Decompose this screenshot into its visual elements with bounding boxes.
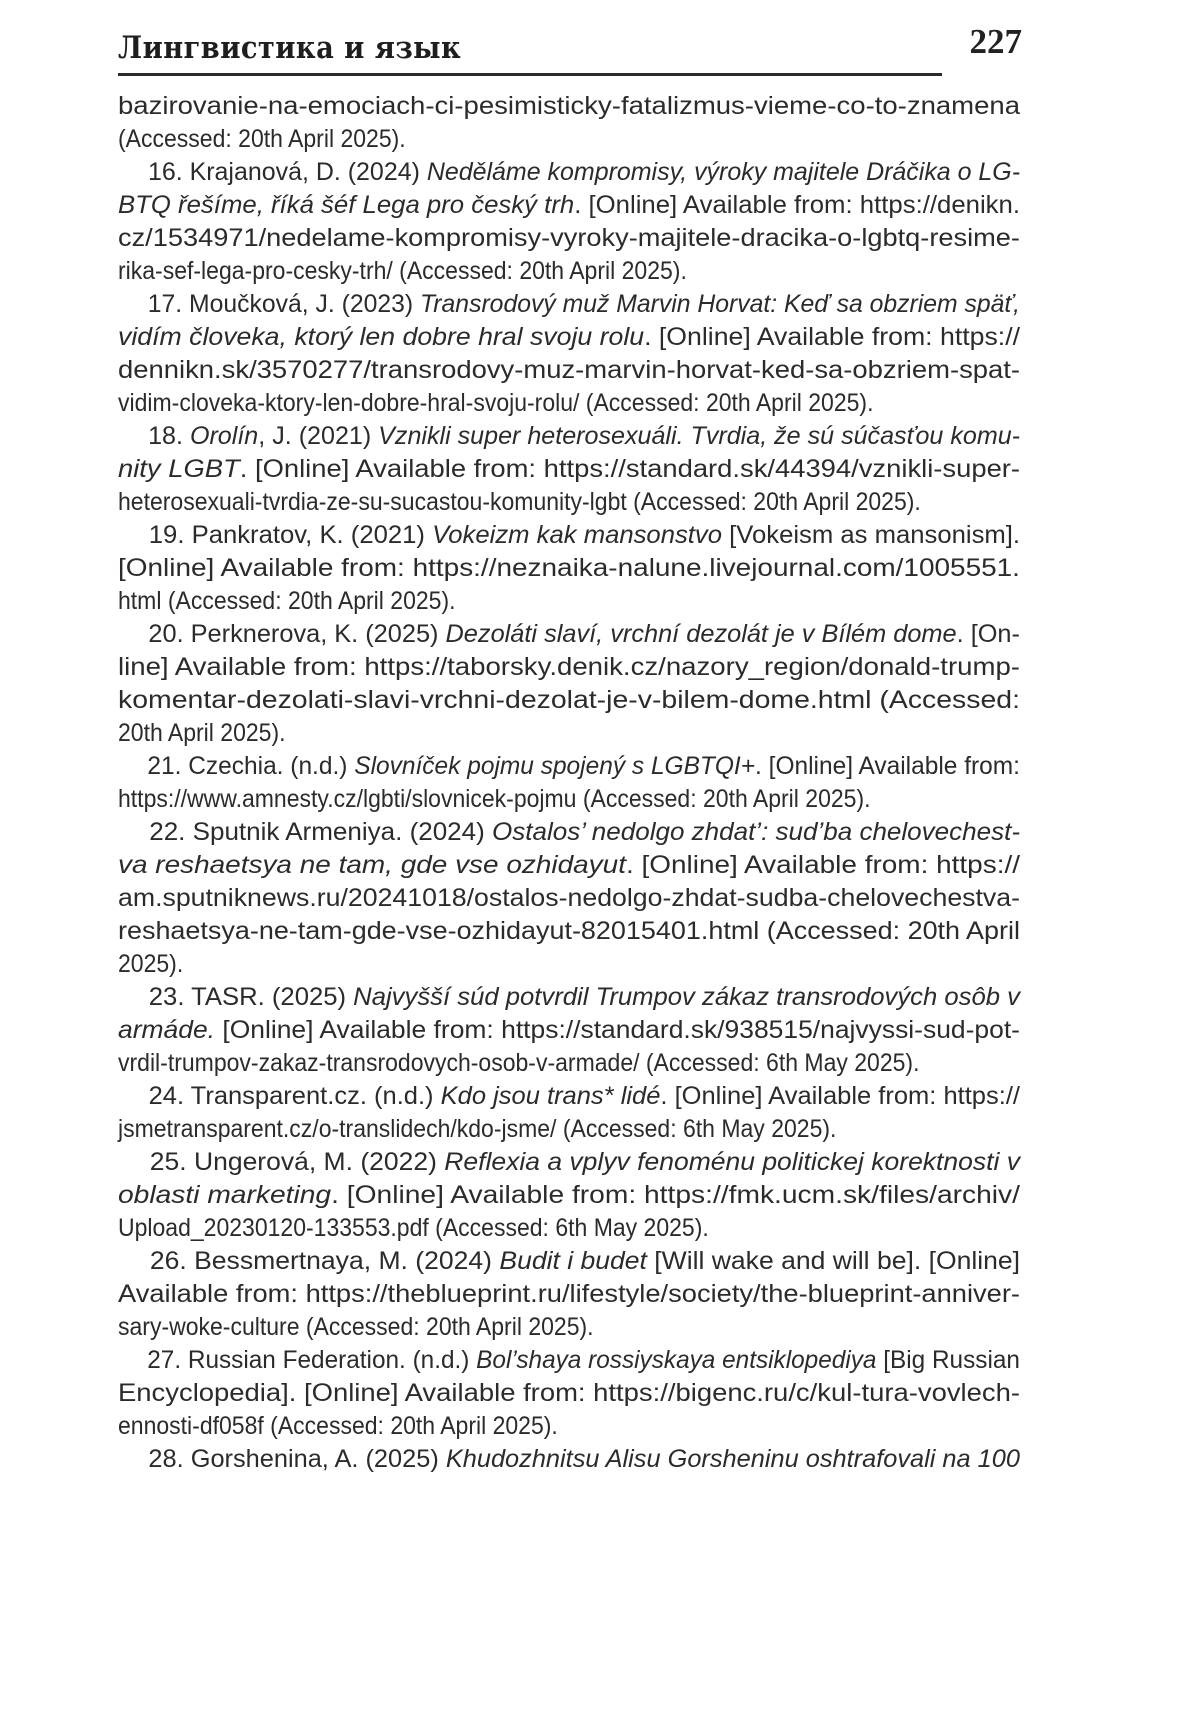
reference-title-text: Neděláme kompromisy, výroky majitele Dráčika o LG-: [426, 158, 1021, 186]
reference-text: 27. Russian Federation. (n.d.): [147, 1346, 477, 1374]
reference-line-text: [118, 189, 1020, 222]
reference-title-text: BTQ řešíme, říká šéf Lega pro český trh: [118, 191, 575, 219]
reference-text: . [Online] Available from: https://fmk.ucm.sk/files/archiv/: [331, 1181, 1021, 1209]
reference-text: rika-sef-lega-pro-cesky-trh/ (Accessed: 20th April 2025).: [118, 257, 687, 285]
reference-text: (Accessed: 20th April 2025).: [118, 125, 406, 153]
reference-text: sary-woke-culture (Accessed: 20th April 2025).: [118, 1313, 594, 1341]
reference-line-text: [118, 486, 921, 519]
reference-line: [118, 1443, 1020, 1476]
reference-line-text: [118, 1443, 1020, 1476]
reference-entry: [118, 519, 1020, 618]
reference-line-text: [118, 453, 1020, 486]
reference-line-text: [118, 255, 687, 288]
reference-text: 17. Moučková, J. (2023): [147, 290, 421, 318]
reference-title-text: oblasti marketing: [118, 1181, 332, 1209]
reference-line-text: [118, 915, 1020, 948]
reference-text: . [Online] Available from: https://denikn.: [574, 191, 1021, 219]
reference-entry: [118, 750, 1020, 816]
reference-text: [Online] Available from: https://standard.sk/938515/najvyssi-sud-pot-: [215, 1016, 1020, 1044]
reference-entry: [118, 618, 1020, 750]
reference-line: [118, 1278, 1020, 1311]
reference-line-text: [118, 1377, 1020, 1410]
reference-entry: [118, 1146, 1020, 1245]
reference-line: [118, 915, 1020, 948]
reference-entry: [118, 981, 1020, 1080]
reference-line: [118, 1146, 1020, 1179]
reference-line-text: [118, 816, 1020, 849]
reference-line: [118, 1080, 1020, 1113]
reference-title-text: Bol’shaya rossiyskaya entsiklopediya: [476, 1346, 877, 1374]
reference-title-text: Kdo jsou trans* lidé: [440, 1082, 661, 1110]
reference-line: [118, 882, 1020, 915]
reference-entry: [118, 420, 1020, 519]
reference-line-text: [118, 750, 1020, 783]
reference-line-text: [118, 1245, 1020, 1278]
reference-line: [118, 189, 1020, 222]
reference-line-text: [118, 849, 1020, 882]
reference-line-text: [118, 1179, 1020, 1212]
reference-line: [118, 717, 1020, 750]
reference-line: [118, 354, 1020, 387]
reference-title-text: Slovníček pojmu spojený s LGBTQI+: [354, 752, 756, 780]
reference-title-text: vidím človeka, ktorý len dobre hral svoju rolu: [118, 323, 645, 351]
reference-text: . [Online] Available from: https://: [660, 1082, 1021, 1110]
reference-line-text: [118, 981, 1020, 1014]
reference-line: [118, 750, 1020, 783]
reference-text: [Online] Available from: https://neznaika-nalune.livejournal.com/1005551.: [118, 554, 1020, 582]
reference-line-text: [118, 420, 1020, 453]
reference-line-text: [118, 222, 1020, 255]
reference-line-text: [118, 1047, 919, 1080]
reference-line: [118, 651, 1020, 684]
reference-line-text: [118, 90, 1020, 123]
reference-line: [118, 1047, 1020, 1080]
reference-line-text: [118, 783, 871, 816]
reference-title-text: Dezoláti slaví, vrchní dezolát je v Bílém dome: [445, 620, 957, 648]
reference-text: Encyclopedia]. [Online] Available from: https://bigenc.ru/c/kul-tura-vovlech-: [118, 1379, 1020, 1407]
reference-title-text: Najvyšší súd potvrdil Trumpov zákaz transrodových osôb v: [353, 983, 1020, 1011]
running-title: Лингвистика и язык: [118, 30, 462, 66]
reference-text: https://www.amnesty.cz/lgbti/slovnicek-pojmu (Accessed: 20th April 2025).: [118, 785, 871, 813]
reference-line: [118, 453, 1020, 486]
reference-line-text: [118, 552, 1020, 585]
reference-line-text: [118, 387, 873, 420]
reference-text: [Will wake and will be]. [Online]: [646, 1247, 1021, 1275]
reference-text: 24. Transparent.cz. (n.d.): [148, 1082, 441, 1110]
reference-line: [118, 1410, 1020, 1443]
reference-text: cz/1534971/nedelame-kompromisy-vyroky-majitele-dracika-o-lgbtq-resime-: [118, 224, 1020, 252]
reference-line-text: [118, 1113, 836, 1146]
reference-line-text: [118, 519, 1020, 552]
reference-line-text: [118, 1146, 1020, 1179]
reference-line-text: [118, 156, 1020, 189]
reference-line: [118, 156, 1020, 189]
page-header: [118, 18, 1022, 78]
reference-line: [118, 288, 1020, 321]
reference-title-text: nity LGBT: [118, 455, 240, 483]
reference-line: [118, 585, 1020, 618]
header-divider: [118, 73, 942, 76]
reference-line-text: [118, 1311, 594, 1344]
reference-text: jsmetransparent.cz/o-translidech/kdo-jsme/ (Accessed: 6th May 2025).: [118, 1115, 837, 1143]
reference-text: am.sputniknews.ru/20241018/ostalos-nedolgo-zhdat-sudba-chelovechestva-: [118, 884, 1021, 912]
reference-text: 16. Krajanová, D. (2024): [147, 158, 427, 186]
reference-entry: [118, 1080, 1020, 1146]
reference-line: [118, 387, 1020, 420]
reference-text: 20. Perknerova, K. (2025): [148, 620, 446, 648]
reference-list: [118, 90, 1020, 1476]
reference-title-text: Ostalos’ nedolgo zhdat’: sud’ba chelovechest-: [492, 818, 1020, 846]
reference-line: [118, 1311, 1020, 1344]
reference-line: [118, 1212, 1020, 1245]
reference-text: . [Online] Available from: https://standard.sk/44394/vznikli-super-: [239, 455, 1021, 483]
reference-title-text: Vokeizm kak mansonstvo: [432, 521, 723, 549]
reference-line-text: [118, 1212, 709, 1245]
reference-line-text: [118, 1014, 1020, 1047]
reference-text: . [Online] Available from: https://: [625, 851, 1020, 879]
reference-text: html (Accessed: 20th April 2025).: [118, 587, 456, 615]
reference-entry: [118, 156, 1020, 288]
reference-text: 21. Czechia. (n.d.): [147, 752, 355, 780]
reference-text: . [Online] Available from:: [755, 752, 1020, 780]
reference-line: [118, 1113, 1020, 1146]
reference-line: [118, 948, 1020, 981]
reference-line-text: [118, 1410, 558, 1443]
reference-text: 28. Gorshenina, A. (2025): [148, 1445, 446, 1473]
reference-text: 18.: [148, 422, 190, 450]
reference-line: [118, 1014, 1020, 1047]
reference-line-text: [118, 651, 1020, 684]
reference-text: dennikn.sk/3570277/transrodovy-muz-marvin-horvat-ked-sa-obzriem-spat-: [118, 356, 1021, 384]
reference-line: [118, 1377, 1020, 1410]
reference-line: [118, 321, 1020, 354]
reference-title-text: Reflexia a vplyv fenoménu politickej korektnosti v: [444, 1148, 1020, 1176]
reference-entry: [118, 1443, 1020, 1476]
reference-title-text: Transrodový muž Marvin Horvat: Keď sa obzriem späť,: [420, 290, 1021, 318]
reference-text: . [Online] Available from: https://: [644, 323, 1021, 351]
reference-line-text: [118, 354, 1020, 387]
reference-line-text: [118, 1080, 1020, 1113]
reference-line: [118, 1179, 1020, 1212]
reference-text: , J. (2021): [258, 422, 379, 450]
reference-line: [118, 618, 1020, 651]
reference-text: [Big Russian: [876, 1346, 1020, 1374]
reference-title-text: armáde.: [118, 1016, 216, 1044]
reference-line-text: [118, 585, 456, 618]
reference-text: 23. TASR. (2025): [148, 983, 354, 1011]
reference-text: 19. Pankratov, K. (2021): [148, 521, 433, 549]
reference-title-text: Budit i budet: [499, 1247, 647, 1275]
reference-line: [118, 519, 1020, 552]
reference-text: 20th April 2025).: [118, 719, 286, 747]
reference-line: [118, 1245, 1020, 1278]
reference-text: 22. Sputnik Armeniya. (2024): [149, 818, 493, 846]
reference-line-text: [118, 1344, 1020, 1377]
reference-line-text: [118, 288, 1020, 321]
reference-text: . [On-: [956, 620, 1020, 648]
reference-line-text: [118, 1278, 1020, 1311]
reference-entry: [118, 1245, 1020, 1344]
reference-text: Upload_20230120-133553.pdf (Accessed: 6th May 2025).: [118, 1214, 709, 1242]
reference-entry: [118, 816, 1020, 981]
reference-title-text: Orolín: [189, 422, 259, 450]
reference-text: 2025).: [118, 950, 184, 978]
reference-line: [118, 816, 1020, 849]
reference-text: Available from: https://theblueprint.ru/lifestyle/society/the-blueprint-anniver-: [118, 1280, 1021, 1308]
reference-text: vrdil-trumpov-zakaz-transrodovych-osob-v-armade/ (Accessed: 6th May 2025).: [118, 1049, 920, 1077]
reference-line: [118, 255, 1020, 288]
reference-line: [118, 90, 1020, 123]
reference-line: [118, 783, 1020, 816]
reference-entry: [118, 288, 1020, 420]
reference-line: [118, 981, 1020, 1014]
reference-text: 25. Ungerová, M. (2022): [149, 1148, 445, 1176]
reference-line: [118, 1344, 1020, 1377]
reference-line-text: [118, 321, 1020, 354]
reference-text: 26. Bessmertnaya, M. (2024): [149, 1247, 500, 1275]
reference-text: [Vokeism as mansonism].: [722, 521, 1021, 549]
reference-entry: [118, 90, 1020, 156]
reference-text: line] Available from: https://taborsky.denik.cz/nazory_region/donald-trump-: [118, 653, 1020, 681]
reference-line-text: [118, 948, 183, 981]
reference-line: [118, 222, 1020, 255]
reference-line-text: [118, 684, 1020, 717]
reference-line: [118, 420, 1020, 453]
reference-title-text: Vznikli super heterosexuáli. Tvrdia, že sú súčasťou komu-: [378, 422, 1021, 450]
reference-text: heterosexuali-tvrdia-ze-su-sucastou-komunity-lgbt (Accessed: 20th April 2025).: [118, 488, 921, 516]
reference-title-text: Khudozhnitsu Alisu Gorsheninu oshtrafovali na 100: [445, 1445, 1020, 1473]
reference-text: bazirovanie-na-emociach-ci-pesimisticky-fatalizmus-vieme-co-to-znamena: [118, 92, 1021, 120]
reference-line: [118, 486, 1020, 519]
reference-line-text: [118, 123, 406, 156]
page-number: 227: [969, 22, 1022, 61]
reference-line-text: [118, 717, 286, 750]
reference-line-text: [118, 882, 1020, 915]
reference-text: vidim-cloveka-ktory-len-dobre-hral-svoju-rolu/ (Accessed: 20th April 2025).: [118, 389, 874, 417]
reference-line: [118, 849, 1020, 882]
reference-text: reshaetsya-ne-tam-gde-vse-ozhidayut-82015401.html (Accessed: 20th April: [118, 917, 1020, 945]
reference-title-text: va reshaetsya ne tam, gde vse ozhidayut: [118, 851, 626, 879]
reference-entry: [118, 1344, 1020, 1443]
reference-text: komentar-dezolati-slavi-vrchni-dezolat-je-v-bilem-dome.html (Accessed:: [118, 686, 1020, 714]
reference-line-text: [118, 618, 1020, 651]
reference-line: [118, 684, 1020, 717]
reference-line: [118, 123, 1020, 156]
reference-line: [118, 552, 1020, 585]
reference-text: ennosti-df058f (Accessed: 20th April 2025).: [118, 1412, 558, 1440]
